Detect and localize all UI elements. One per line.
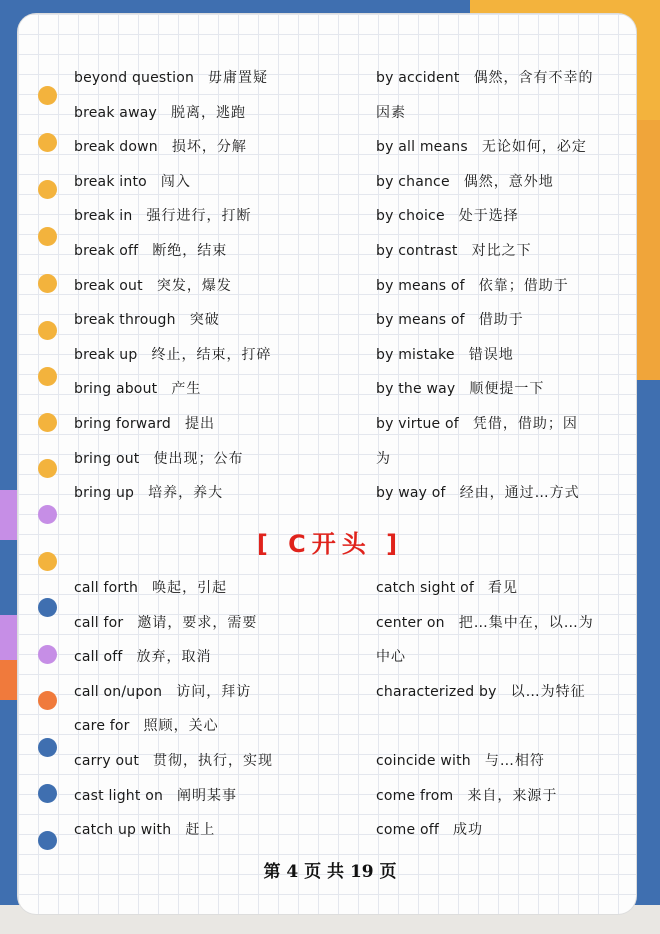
phrase-entry xyxy=(376,682,586,702)
phrase-entry xyxy=(74,241,227,261)
phrase-entry xyxy=(74,68,268,88)
phrase-entry xyxy=(74,820,215,840)
binder-hole xyxy=(38,459,57,478)
phrase-chinese: 贯彻，执行，实现 xyxy=(153,753,274,769)
phrase-chinese: 产生 xyxy=(171,381,202,398)
phrase-chinese: 借助于 xyxy=(478,312,524,329)
phrase-chinese: 偶然，含有不幸的 xyxy=(473,70,594,86)
phrase-english: care for xyxy=(74,718,130,735)
phrase-english: by the way xyxy=(376,381,456,398)
phrase-entry xyxy=(376,310,524,330)
binder-hole xyxy=(38,505,57,524)
phrase-entry xyxy=(74,379,201,399)
phrase-chinese: 脱离，逃跑 xyxy=(170,104,246,121)
phrase-english: beyond question xyxy=(74,70,195,86)
binder-hole xyxy=(38,413,57,432)
phrase-english: call off xyxy=(74,649,123,666)
phrase-chinese: 断绝，结束 xyxy=(152,243,228,259)
phrase-chinese: 损坏，分解 xyxy=(171,139,247,156)
phrase-entry xyxy=(376,414,578,434)
phrase-entry xyxy=(376,345,514,365)
phrase-entry xyxy=(74,578,227,598)
phrase-english: come from xyxy=(376,787,454,804)
phrase-english: coincide with xyxy=(376,753,471,769)
phrase-chinese: 提出 xyxy=(185,416,216,432)
phrase-english: break in xyxy=(74,208,133,225)
phrase-english: bring about xyxy=(74,381,158,398)
phrase-chinese: 与…相符 xyxy=(484,753,545,769)
binder-hole xyxy=(38,784,57,803)
phrase-chinese: 来自，来源于 xyxy=(467,787,558,804)
phrase-chinese: 终止，结束，打碎 xyxy=(151,346,272,363)
phrase-entry xyxy=(74,483,223,503)
phrase-english: bring up xyxy=(74,485,135,502)
phrase-entry xyxy=(376,241,532,261)
phrase-entry xyxy=(74,449,243,469)
phrase-english: come off xyxy=(376,822,439,839)
phrase-entry xyxy=(376,206,519,226)
phrase-english: carry out xyxy=(74,753,140,769)
phrase-english: center on xyxy=(376,614,445,631)
phrase-chinese: 使出现；公布 xyxy=(153,450,244,467)
phrase-entry xyxy=(74,172,191,192)
phrase-chinese: 阐明某事 xyxy=(177,787,238,804)
phrase-chinese: 依靠；借助于 xyxy=(478,277,569,294)
phrase-entry xyxy=(376,137,587,157)
phrase-entry xyxy=(74,137,247,157)
binder-hole xyxy=(38,691,57,710)
phrase-chinese: 凭借，借助；因 xyxy=(472,416,578,432)
phrase-entry xyxy=(376,647,406,667)
phrase-chinese: 错误地 xyxy=(468,346,514,363)
phrase-chinese: 顺便提一下 xyxy=(469,381,545,398)
phrase-chinese: 毋庸置疑 xyxy=(208,70,269,86)
phrase-entry xyxy=(376,820,483,840)
phrase-english: call forth xyxy=(74,580,139,596)
binder-hole xyxy=(38,831,57,850)
binder-hole xyxy=(38,274,57,293)
phrase-chinese: 突破 xyxy=(189,312,220,329)
phrase-english: by virtue of xyxy=(376,416,459,432)
phrase-entry xyxy=(376,172,554,192)
phrase-entry xyxy=(376,449,391,469)
phrase-entry xyxy=(74,276,232,296)
phrase-entry xyxy=(376,751,545,771)
binder-hole xyxy=(38,321,57,340)
phrase-english: call on/upon xyxy=(74,683,163,700)
phrase-english: bring out xyxy=(74,450,140,467)
phrase-chinese: 唤起，引起 xyxy=(152,580,228,596)
phrase-english: bring forward xyxy=(74,416,172,432)
phrase-entry xyxy=(376,786,557,806)
phrase-entry xyxy=(74,206,251,226)
binder-hole xyxy=(38,180,57,199)
phrase-chinese: 成功 xyxy=(453,822,483,839)
phrase-chinese: 把…集中在，以…为 xyxy=(458,614,594,631)
phrase-english: characterized by xyxy=(376,683,497,700)
phrase-english: by means of xyxy=(376,312,465,329)
phrase-entry xyxy=(74,647,212,667)
binder-hole xyxy=(38,367,57,386)
phrase-english: by chance xyxy=(376,173,450,190)
phrase-english: break into xyxy=(74,173,147,190)
phrase-english: call for xyxy=(74,614,124,631)
phrase-english: by choice xyxy=(376,208,445,225)
phrase-entry xyxy=(376,578,518,598)
phrase-english: by mistake xyxy=(376,346,455,363)
binder-hole xyxy=(38,598,57,617)
phrase-english: catch sight of xyxy=(376,580,474,596)
phrase-entry xyxy=(74,613,257,633)
phrase-english: by contrast xyxy=(376,243,458,259)
phrase-chinese: 因素 xyxy=(376,104,406,121)
phrase-english: by way of xyxy=(376,485,446,502)
phrase-chinese: 无论如何，必定 xyxy=(481,139,587,156)
phrase-entry xyxy=(74,310,220,330)
phrase-entry xyxy=(74,414,215,434)
phrase-entry xyxy=(376,276,569,296)
phrase-chinese: 照顾，关心 xyxy=(143,718,219,735)
phrase-chinese: 培养，养大 xyxy=(148,485,224,502)
phrase-entry xyxy=(74,751,273,771)
phrase-english: catch up with xyxy=(74,822,172,839)
phrase-english: break down xyxy=(74,139,158,156)
phrase-entry xyxy=(376,103,406,123)
phrase-english: by means of xyxy=(376,277,465,294)
phrase-chinese: 突发，爆发 xyxy=(156,277,232,294)
phrase-english: cast light on xyxy=(74,787,164,804)
phrase-english: break out xyxy=(74,277,143,294)
phrase-chinese: 强行进行，打断 xyxy=(146,208,252,225)
phrase-chinese: 中心 xyxy=(376,649,406,666)
binder-hole xyxy=(38,86,57,105)
phrase-chinese: 赶上 xyxy=(185,822,216,839)
phrase-english: break up xyxy=(74,346,138,363)
phrase-entry xyxy=(74,103,246,123)
phrase-entry xyxy=(376,379,544,399)
phrase-entry xyxy=(376,613,594,633)
binder-hole xyxy=(38,738,57,757)
binder-hole xyxy=(38,645,57,664)
phrase-english: by accident xyxy=(376,70,460,86)
phrase-chinese: 处于选择 xyxy=(458,208,519,225)
phrase-chinese: 以…为特征 xyxy=(510,683,586,700)
phrase-chinese: 偶然，意外地 xyxy=(463,173,554,190)
phrase-entry xyxy=(376,68,594,88)
phrase-chinese: 闯入 xyxy=(160,173,191,190)
page-number: 第 4 页 共 19 页 xyxy=(263,862,397,882)
section-title: [ C开头 ] xyxy=(256,530,404,558)
phrase-chinese: 邀请，要求，需要 xyxy=(137,614,258,631)
phrase-entry xyxy=(74,716,219,736)
phrase-chinese: 看见 xyxy=(487,580,518,596)
phrase-entry xyxy=(74,682,251,702)
binder-hole xyxy=(38,227,57,246)
phrase-chinese: 放弃，取消 xyxy=(136,649,212,666)
phrase-chinese: 经由，通过…方式 xyxy=(459,485,580,502)
binder-hole xyxy=(38,133,57,152)
phrase-entry xyxy=(74,786,237,806)
phrase-english: break off xyxy=(74,243,139,259)
phrase-english: break through xyxy=(74,312,176,329)
phrase-entry xyxy=(376,483,580,503)
phrase-chinese: 对比之下 xyxy=(471,243,532,259)
phrase-chinese: 为 xyxy=(376,450,391,467)
phrase-english: by all means xyxy=(376,139,468,156)
phrase-entry xyxy=(74,345,271,365)
phrase-chinese: 访问，拜访 xyxy=(176,683,252,700)
phrase-english: break away xyxy=(74,104,157,121)
